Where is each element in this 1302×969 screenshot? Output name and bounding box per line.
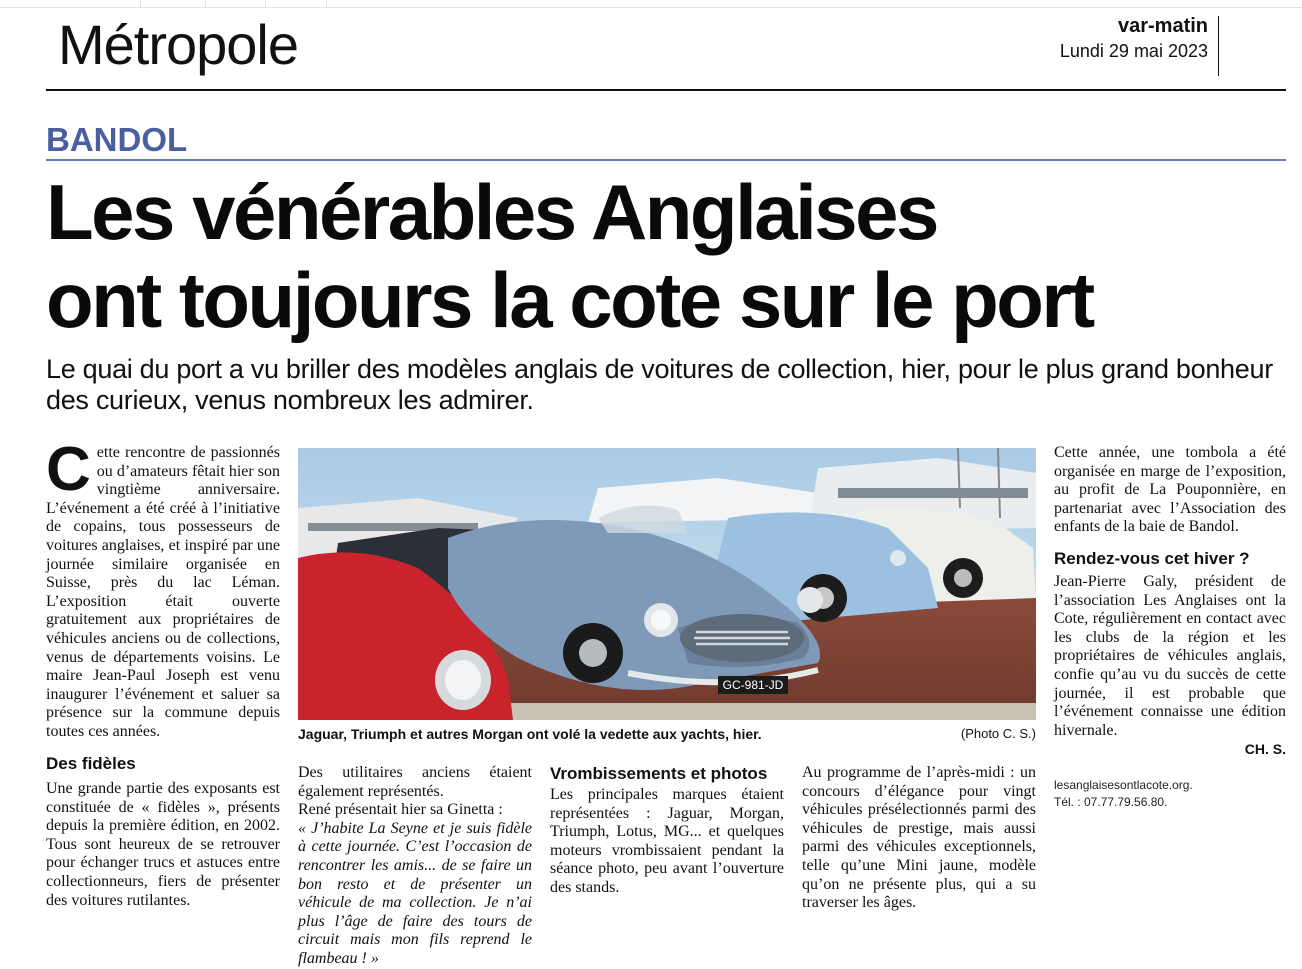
- headline-line-1: Les vénérables Anglaises: [46, 168, 937, 256]
- author-signature: CH. S.: [1244, 741, 1286, 758]
- paragraph-1: ette rencontre de passionnés ou d’amateurs fêtait hier son vingtième anniversaire. L’événement a été créé à l’initiative de copains, tous possesseurs de voitures anglaises, et inspiré par une journée similaire organisée en Suisse, près du lac Léman. L’exposition était ouverte gratuitement aux propriétaires de véhicules anciens ou de collections, venus de départements voisins. Le maire Jean-Paul Joseph est venu inaugurer l’événement et saluer sa présence sur la commune depuis toutes ces années.: [46, 444, 280, 740]
- paragraph-6: Au programme de l’après-midi : un concours d’élégance pour vingt véhicules présélectionnés parmi des véhicules de prestige, mais aussi parmi des véhicules exceptionnels, telle qu’une Mini jaune, modèle qu’on ne présente plus, qui a su traverser les âges.: [802, 764, 1036, 912]
- license-plate: GC-981-JD: [722, 678, 784, 692]
- article-kicker: BANDOL: [46, 121, 188, 158]
- kicker-rule: [46, 159, 1286, 161]
- column-1-lower: [46, 780, 280, 912]
- subheading-vrombissements: Vrombissements et photos: [550, 764, 768, 783]
- paragraph-4: René présentait hier sa Ginetta :: [298, 801, 503, 819]
- quote-rene: « J’habite La Seyne et je suis fidèle à cette journée. C’est l’occasion de rencontrer les amis... de se faire un bon resto et de présenter un véhicule de ma collection. Je n’ai plus l’âge de faire des tours de circuit mais mon fils reprend le flambeau ! »: [298, 819, 532, 967]
- header-divider: [1218, 16, 1219, 76]
- paragraph-2: Une grande partie des exposants est constituée de « fidèles », présents depuis la première édition, en 2002. Tous sont heureux de se retrouver pour échanger trucs et astuces entre collectionneurs, fiers de présenter des voitures rutilantes.: [46, 780, 280, 909]
- header-rule: [46, 89, 1286, 91]
- paragraph-3: Des utilitaires anciens étaient également représentés.: [298, 764, 532, 800]
- association-website: lesanglaisesontlacote.org.: [1054, 777, 1193, 792]
- classic-cars-illustration: [298, 448, 1036, 720]
- drop-cap: C: [46, 435, 91, 504]
- paragraph-7: Cette année, une tombola a été organisée en marge de l’exposition, au profit de La Pouponnière, en partenariat avec l’Association des enfants de la baie de Bandol.: [1054, 444, 1286, 536]
- article-headline: [46, 168, 1286, 344]
- masthead: [1060, 14, 1208, 64]
- subheading-fideles: Des fidèles: [46, 753, 136, 773]
- column-3: [550, 764, 784, 912]
- subheading-rendez-vous: Rendez-vous cet hiver ?: [1054, 548, 1250, 568]
- newspaper-name: var-matin: [1117, 15, 1208, 37]
- column-4: [802, 764, 1036, 912]
- article-standfirst: Le quai du port a vu briller des modèles anglais de voitures de collection, hier, pour le plus grand bonheur des curieux, venus nombreux les admirer.: [46, 354, 1273, 415]
- association-phone: Tél. : 07.77.79.56.80.: [1054, 794, 1168, 809]
- headline-line-2: ont toujours la cote sur le port: [46, 256, 1093, 344]
- column-1: [46, 435, 280, 774]
- article-photo: [298, 448, 1036, 720]
- issue-date: Lundi 29 mai 2023: [1059, 41, 1208, 61]
- top-strip: [0, 0, 1302, 8]
- photo-caption: [298, 725, 1036, 743]
- column-5: [1054, 444, 1286, 811]
- section-title: Métropole: [58, 13, 299, 76]
- caption-text: Jaguar, Triumph et autres Morgan ont volé la vedette aux yachts, hier.: [298, 726, 762, 742]
- paragraph-8: Jean-Pierre Galy, président de l’association Les Anglaises ont la Cote, régulièrement en contact avec les clubs de la région et les propriétaires de véhicules anglais, confie qu’au vu du succès de cette journée, il est probable que l’événement connaisse une édition hivernale.: [1054, 572, 1286, 739]
- photo-credit: (Photo C. S.): [960, 726, 1036, 741]
- paragraph-5: Les principales marques étaient représentées : Jaguar, Morgan, Triumph, Lotus, MG... et quelques moteurs vrombissaient pendant la séance photo, peu avant l’ouverture des stands.: [550, 786, 784, 896]
- column-2: [298, 764, 532, 967]
